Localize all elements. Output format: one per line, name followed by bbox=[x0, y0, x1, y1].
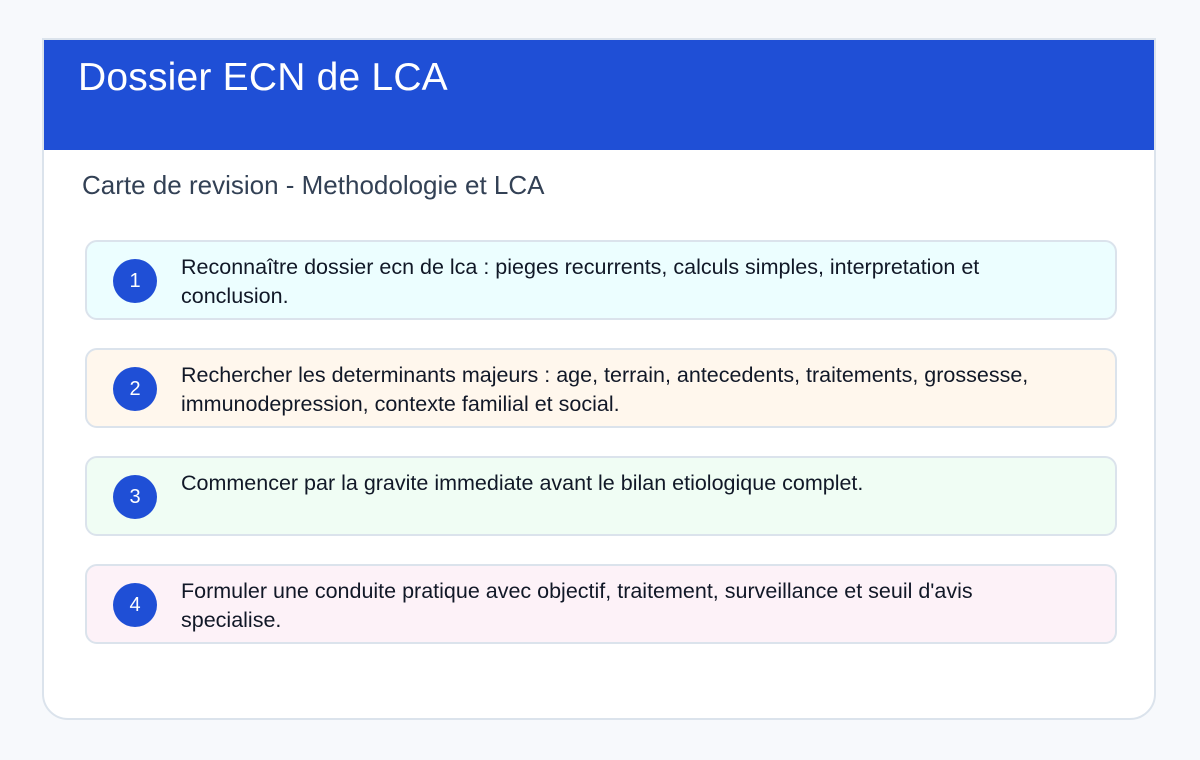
list-item bbox=[85, 456, 1117, 536]
item-text: Commencer par la gravite immediate avant le bilan etiologique complet. bbox=[181, 471, 864, 495]
item-text: Formuler une conduite pratique avec objectif, traitement, surveillance et seuil d'avis specialise. bbox=[181, 579, 973, 632]
list-item bbox=[85, 564, 1117, 644]
list-item bbox=[85, 348, 1117, 428]
item-number-badge: 1 bbox=[113, 259, 157, 303]
list-item bbox=[85, 240, 1117, 320]
item-number-badge: 4 bbox=[113, 583, 157, 627]
card-header bbox=[42, 38, 1156, 150]
item-number-badge: 2 bbox=[113, 367, 157, 411]
revision-card bbox=[42, 38, 1156, 720]
item-number-badge: 3 bbox=[113, 475, 157, 519]
item-text: Rechercher les determinants majeurs : age, terrain, antecedents, traitements, grossesse, immunodepression, contexte familial et social. bbox=[181, 363, 1029, 416]
card-subtitle: Carte de revision - Methodologie et LCA bbox=[82, 170, 545, 200]
item-text: Reconnaître dossier ecn de lca : pieges recurrents, calculs simples, interpretation et conclusion. bbox=[181, 255, 980, 308]
revision-list bbox=[85, 240, 1117, 672]
page-title: Dossier ECN de LCA bbox=[78, 56, 448, 99]
